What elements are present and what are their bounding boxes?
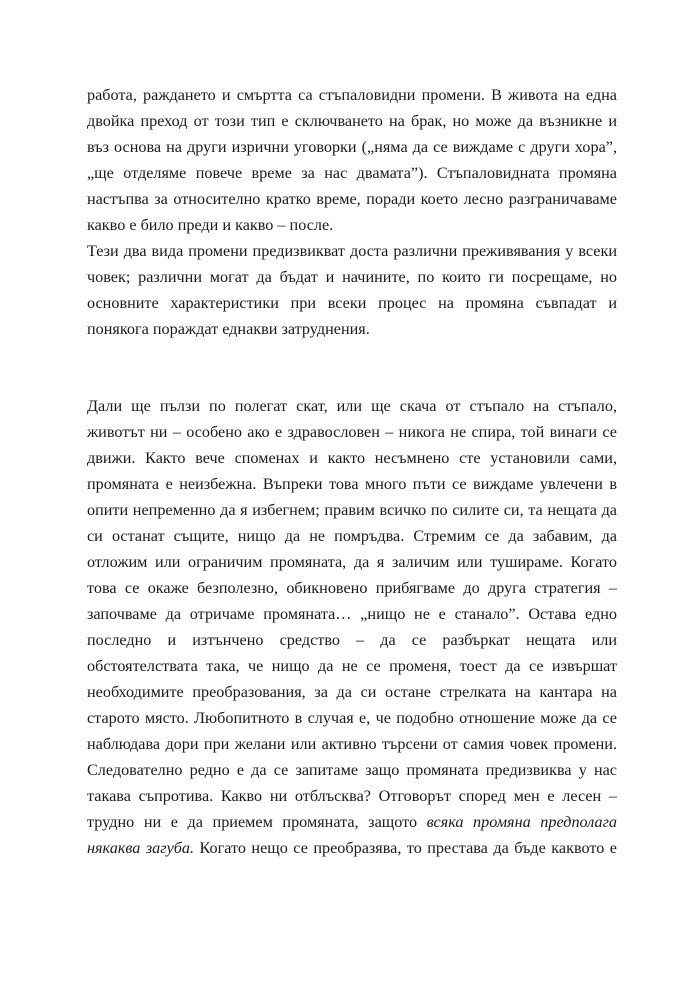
paragraph-1-line-6: какво е било преди и какво – после.	[87, 216, 334, 234]
paragraph-3-line-4: промяната е неизбежна. Въпреки това много пъти се виждаме увлечени в	[87, 475, 617, 493]
paragraph-3-line-13: старото място. Любопитното в случая е, че подобно отношение може да се	[87, 709, 617, 727]
paragraph-3-line-8: това се окаже безполезно, обикновено прибягваме до друга стратегия –	[87, 579, 617, 597]
paragraph-1-line-4: „ще отделяме повече време за нас двамата”). Стъпаловидната промяна	[87, 164, 617, 182]
paragraph-1-line-1: работа, раждането и смъртта са стъпаловидни промени. В живота на една	[87, 86, 617, 104]
paragraph-2-line-1: Тези два вида промени предизвикват доста различни преживявания у всеки	[87, 242, 617, 260]
paragraph-3-line-3: движи. Както вече споменах и както несъмнено сте установили сами,	[87, 449, 617, 467]
paragraph-3-line-17-italic: всяка промяна предполага	[426, 813, 617, 831]
paragraph-3-line-17-plain: трудно ни е да приемем промяната, защото	[87, 813, 427, 831]
paragraph-3-line-18-italic: някаква загуба.	[87, 839, 195, 857]
paragraph-3-line-18	[87, 838, 617, 858]
paragraph-1-line-2: двойка преход от този тип е сключването на брак, но може да възникне и	[87, 112, 617, 130]
paragraph-3-line-2: животът ни – особено ако е здравословен – никога не спира, той винаги се	[87, 423, 617, 441]
paragraph-3-line-17	[87, 812, 617, 832]
paragraph-3-line-14: наблюдава дори при желани или активно търсени от самия човек промени.	[87, 735, 617, 753]
paragraph-3-line-5: опити непременно да я избегнем; правим всичко по силите си, та нещата да	[87, 501, 617, 519]
paragraph-3-line-18-plain: Когато нещо се преобразява, то престава да бъде каквото е	[194, 839, 617, 857]
paragraph-3-line-6: си останат същите, нищо да не помръдва. Стремим се да забавим, да	[87, 527, 617, 545]
paragraph-2-line-4: понякога пораждат еднакви затруднения.	[87, 320, 370, 338]
paragraph-2-line-2: човек; различни могат да бъдат и начините, по които ги посрещаме, но	[87, 268, 617, 286]
paragraph-3-line-1: Дали ще пълзи по полегат скат, или ще скача от стъпало на стъпало,	[87, 397, 617, 415]
paragraph-1-line-5: настъпва за относително кратко време, поради което лесно разграничаваме	[87, 190, 617, 208]
paragraph-3-line-7: отложим или ограничим промяната, да я заличим или тушираме. Когато	[87, 553, 617, 571]
paragraph-3-line-9: започваме да отричаме промяната… „нищо не е станало”. Остава едно	[87, 605, 617, 623]
paragraph-3-line-15: Следователно редно е да се запитаме защо промяната предизвиква у нас	[87, 761, 617, 779]
paragraph-3-line-12: необходимите преобразования, за да си остане стрелката на кантара на	[87, 683, 617, 701]
paragraph-2-line-3: основните характеристики при всеки процес на промяна съвпадат и	[87, 294, 617, 312]
paragraph-3-line-11: обстоятелствата така, че нищо да не се променя, тоест да се извършат	[87, 657, 617, 675]
paragraph-3-line-16: такава съпротива. Какво ни отблъсква? Отговорът според мен е лесен –	[87, 787, 617, 805]
paragraph-1-line-3: въз основа на други изрични уговорки („няма да се виждаме с други хора”,	[87, 138, 617, 156]
paragraph-3-line-10: последно и изтънчено средство – да се разбъркат нещата или	[87, 631, 617, 649]
